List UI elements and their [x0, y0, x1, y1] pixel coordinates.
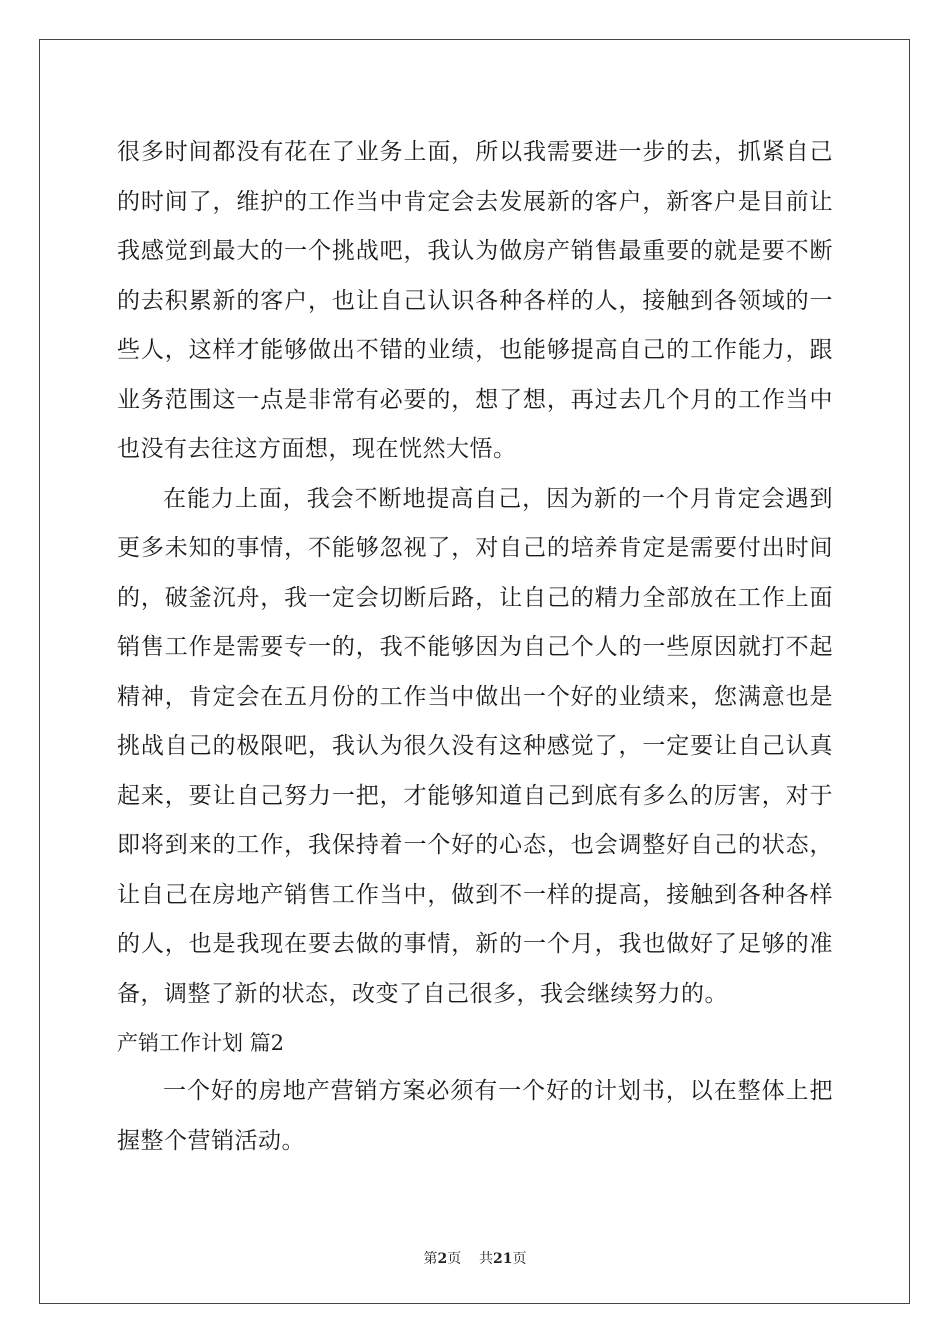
text-line: 的时间了，维护的工作当中肯定会去发展新的客户，新客户是目前让	[117, 188, 833, 215]
page-footer	[0, 1248, 950, 1268]
text-line: 精神，肯定会在五月份的工作当中做出一个好的业绩来，您满意也是	[117, 683, 833, 710]
text-line: 即将到来的工作，我保持着一个好的心态，也会调整好自己的状态，	[117, 832, 833, 858]
text-line: 很多时间都没有花在了业务上面，所以我需要进一步的去，抓紧自己	[117, 139, 833, 165]
text-line: 也没有去往这方面想，现在恍然大悟。	[117, 436, 517, 462]
text-line: 的，破釜沉舟，我一定会切断后路，让自己的精力全部放在工作上面	[117, 584, 833, 611]
page-suffix: 页	[447, 1251, 462, 1267]
text-line: 在能力上面，我会不断地提高自己，因为新的一个月肯定会遇到	[163, 485, 833, 512]
text-line: 的人，也是我现在要去做的事情，新的一个月，我也做好了足够的准	[117, 931, 833, 957]
text-line: 的去积累新的客户，也让自己认识各种各样的人，接触到各领域的一	[117, 287, 833, 314]
section-heading: 产销工作计划 篇2	[117, 1031, 285, 1055]
page-prefix: 第	[423, 1251, 438, 1267]
text-line: 握整个营销活动。	[117, 1127, 305, 1154]
text-line: 备，调整了新的状态，改变了自己很多，我会继续努力的。	[117, 980, 728, 1007]
text-line: 挑战自己的极限吧，我认为很久没有这种感觉了，一定要让自己认真	[117, 733, 833, 759]
text-line: 业务范围这一点是非常有必要的，想了想，再过去几个月的工作当中	[117, 386, 833, 413]
total-suffix: 页	[512, 1251, 527, 1267]
text-line: 更多未知的事情，不能够忽视了，对自己的培养肯定是需要付出时间	[117, 535, 833, 561]
text-line: 让自己在房地产销售工作当中，做到不一样的提高，接触到各种各样	[117, 881, 833, 908]
text-line: 些人，这样才能够做出不错的业绩，也能够提高自己的工作能力，跟	[117, 337, 833, 363]
text-line: 起来，要让自己努力一把，才能够知道自己到底有多么的厉害，对于	[117, 782, 833, 809]
text-line: 我感觉到最大的一个挑战吧，我认为做房产销售最重要的就是要不断	[117, 238, 833, 264]
page-number: 2	[437, 1251, 448, 1267]
total-prefix: 共	[479, 1251, 494, 1267]
total-pages: 21	[493, 1251, 513, 1267]
text-line: 一个好的房地产营销方案必须有一个好的计划书，以在整体上把	[163, 1078, 833, 1104]
text-line: 销售工作是需要专一的，我不能够因为自己个人的一些原因就打不起	[117, 634, 833, 660]
document-body	[117, 128, 833, 1166]
